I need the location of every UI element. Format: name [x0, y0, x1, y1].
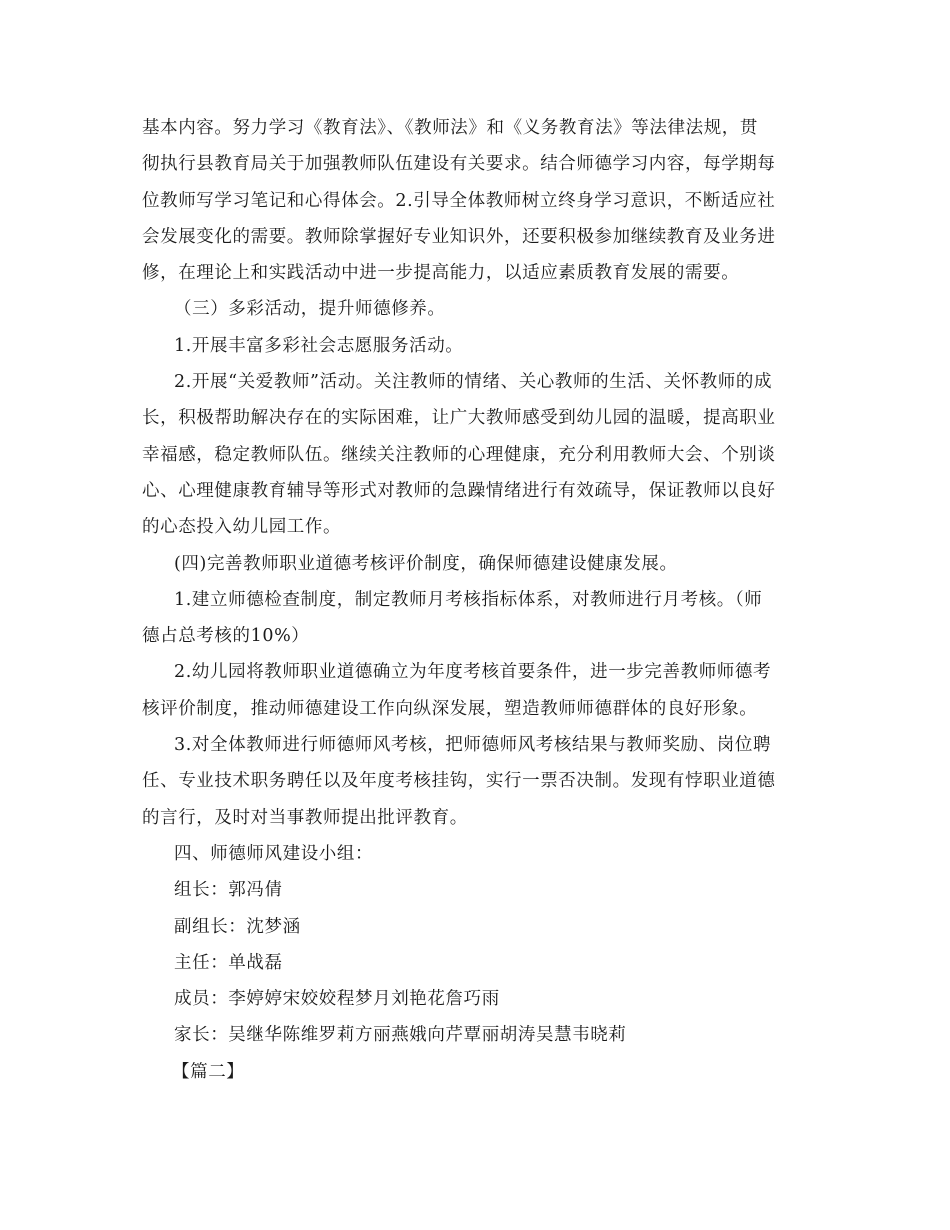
paragraph-line: 会发展变化的需要。教师除掌握好专业知识外，还要积极参加继续教育及业务进 [142, 226, 776, 247]
list-item: 3.对全体教师进行师德师风考核，把师德师风考核结果与教师奖励、岗位聘 [174, 735, 772, 756]
paragraph-line: 彻执行县教育局关于加强教师队伍建设有关要求。结合师德学习内容，每学期每 [142, 154, 776, 175]
list-item: 2.开展“关爱教师”活动。关注教师的情绪、关心教师的生活、关怀教师的成 [174, 372, 773, 393]
group-parents-line: 家长：吴继华陈维罗莉方丽燕娥向芹覃丽胡涛吴慧韦晓莉 [174, 1025, 627, 1046]
list-item: 2.幼儿园将教师职业道德确立为年度考核首要条件，进一步完善教师师德考 [174, 662, 772, 683]
paragraph-line: 长，积极帮助解决存在的实际困难，让广大教师感受到幼儿园的温暖，提高职业 [142, 408, 776, 429]
section-heading: （三）多彩活动，提升师德修养。 [174, 299, 446, 320]
paragraph-line: 的言行，及时对当事教师提出批评教育。 [142, 807, 468, 828]
paragraph-line: 位教师写学习笔记和心得体会。2.引导全体教师树立终身学习意识，不断适应社 [142, 190, 776, 211]
paragraph-line: 的心态投入幼儿园工作。 [142, 517, 342, 538]
group-members-line: 成员：李婷婷宋姣姣程梦月刘艳花詹巧雨 [174, 989, 500, 1010]
group-deputy-line: 副组长：沈梦涵 [174, 916, 301, 937]
list-item: 1.建立师德检查制度，制定教师月考核指标体系，对教师进行月考核。（师 [174, 589, 763, 610]
paragraph-line: 核评价制度，推动师德建设工作向纵深发展，塑造教师师德群体的良好形象。 [142, 698, 758, 719]
section-heading: (四)完善教师职业道德考核评价制度，确保师德建设健康发展。 [174, 553, 678, 574]
list-item: 1.开展丰富多彩社会志愿服务活动。 [174, 335, 464, 356]
paragraph-line: 幸福感，稳定教师队伍。继续关注教师的心理健康，充分利用教师大会、个别谈 [142, 444, 776, 465]
group-leader-line: 组长：郭冯倩 [174, 880, 283, 901]
paragraph-line: 心、心理健康教育辅导等形式对教师的急躁情绪进行有效疏导，保证教师以良好 [142, 480, 776, 501]
section-heading: 四、师德师风建设小组： [174, 843, 374, 864]
paragraph-line: 基本内容。努力学习《教育法》、《教师法》和《义务教育法》等法律法规，贯 [142, 118, 758, 138]
document-page [142, 110, 810, 1090]
group-director-line: 主任：单战磊 [174, 952, 283, 973]
paragraph-line: 任、专业技术职务聘任以及年度考核挂钩，实行一票否决制。发现有悖职业道德 [142, 771, 776, 792]
paragraph-line: 德占总考核的10%） [142, 626, 310, 647]
chapter-marker: 【篇二】 [172, 1061, 245, 1082]
paragraph-line: 修，在理论上和实践活动中进一步提高能力，以适应素质教育发展的需要。 [142, 263, 740, 284]
